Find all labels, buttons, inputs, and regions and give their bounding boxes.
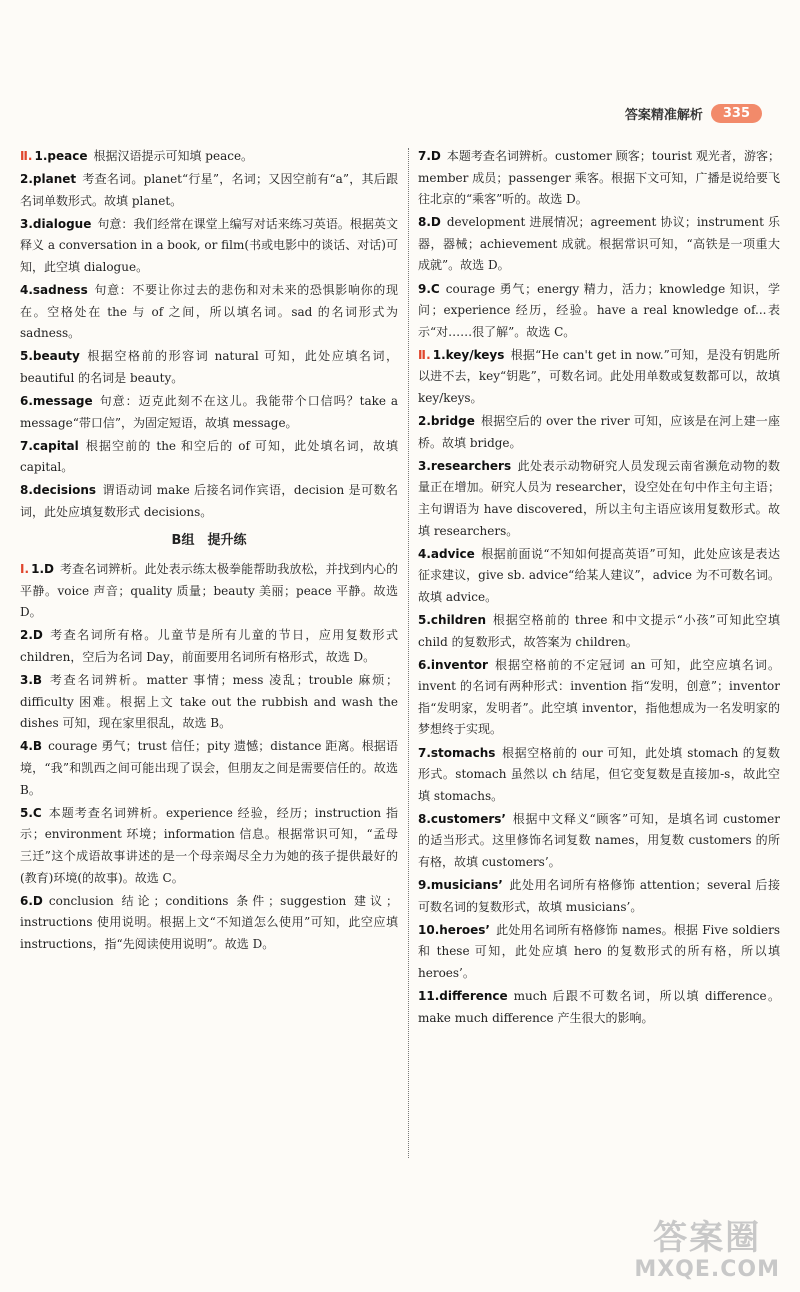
answer-number: 2.bridge	[418, 414, 475, 429]
answer-item	[20, 625, 398, 668]
answer-item	[20, 146, 398, 168]
answer-number: 4.advice	[418, 546, 475, 561]
answer-number: 3.B	[20, 673, 43, 688]
answer-number: 11.difference	[418, 989, 508, 1004]
answer-item	[418, 345, 780, 410]
watermark-text: 答案圈	[653, 1218, 762, 1258]
answer-explanation: 谓语动词 make 后接名词作宾语，decision 是可数名词，此处应填复数形式 decisions。	[20, 483, 398, 519]
answer-number: 10.heroes’	[418, 922, 490, 937]
answer-explanation: 根据空格前的 our 可知，此处填 stomach 的复数形式。stomach 虽然以 ch 结尾，但它变复数是直接加-s，故此空填 stomachs。	[418, 745, 780, 803]
answer-explanation: development 进展情况；agreement 协议；instrument 乐器，器械；achievement 成就。根据常识可知，“高铁是一项重大成就”。故选 D。	[418, 215, 780, 273]
answer-number: 4.B	[20, 739, 43, 754]
answer-explanation: 根据“He can't get in now.”可知，是没有钥匙所以进不去，key“钥匙”，可数名词。此处用单数或复数都可以，故填 key/keys。	[418, 347, 780, 406]
answer-number: 3.dialogue	[20, 216, 92, 231]
answer-item	[20, 280, 398, 345]
answer-item	[20, 803, 398, 889]
answer-explanation: 根据空格前的形容词 natural 可知，此处应填名词，beautiful 的名词是 beauty。	[20, 349, 398, 385]
answer-explanation: 此处用名词所有格修饰 names。根据 Five soldiers 和 these 可知，此处应填 hero 的复数形式的所有格，所以填 heroes’。	[418, 922, 780, 980]
answer-explanation: 考查名词。planet“行星”，名词；又因空前有“a”，其后跟名词单数形式。故填 planet。	[20, 172, 398, 208]
answer-number: 5.beauty	[20, 349, 80, 364]
section-roman-numeral: Ⅱ.	[20, 149, 33, 163]
answer-item	[418, 743, 780, 808]
answer-item	[20, 346, 398, 389]
answer-number: 7.capital	[20, 438, 79, 453]
right-answer-list	[418, 146, 780, 343]
answer-number: 5.C	[20, 805, 42, 820]
answer-number: 6.message	[20, 394, 93, 409]
page-number-badge: 335	[711, 104, 762, 123]
answer-item	[20, 480, 398, 523]
answer-number: 1.D	[31, 562, 54, 577]
answer-item	[418, 986, 780, 1029]
answer-explanation: 根据空前的 the 和空后的 of 可知，此处填名词，故填 capital。	[20, 438, 398, 475]
answer-item	[20, 169, 398, 212]
answer-number: 2.planet	[20, 172, 77, 187]
left-answer-list	[20, 146, 398, 524]
answer-item	[20, 736, 398, 801]
answer-explanation: 根据中文释义“顾客”可知，是填名词 customer 的适当形式。这里修饰名词复数 names，用复数 customers 的所有格，故填 customers’。	[418, 811, 780, 869]
section-heading-b: B组 提升练	[171, 532, 247, 548]
answer-number: 6.D	[20, 893, 43, 908]
answer-item	[418, 875, 780, 918]
section-roman-numeral: Ⅱ.	[418, 347, 431, 362]
answer-item	[20, 891, 398, 956]
answer-explanation: courage 勇气；trust 信任；pity 遗憾；distance 距离。根据语境，“我”和凯西之间可能出现了误会，但朋友之间是需要信任的。故选 B。	[20, 739, 398, 797]
answer-number: 7.D	[418, 149, 441, 163]
answer-item	[418, 655, 780, 741]
answer-number: 9.musicians’	[418, 878, 503, 893]
section-roman-numeral: Ⅰ.	[20, 562, 30, 577]
answer-number: 3.researchers	[418, 458, 512, 473]
answer-explanation: courage 勇气；energy 精力，活力；knowledge 知识，学问；experience 经历，经验。have a real knowledge of...表示“对……很了解”。故选 C。	[418, 281, 780, 339]
answer-explanation: 本题考查名词辨析。experience 经验，经历；instruction 指示；environment 环境；information 信息。根据常识可知，“孟母三迁”这个成语故事讲述的是一个母亲竭尽全力为她的孩子提供最好的(教育)环境(的故事)。故选 C。	[20, 805, 398, 885]
answer-number: 7.stomachs	[418, 745, 496, 760]
answer-explanation: 本题考查名词辨析。customer 顾客；tourist 观光者，游客；member 成员；passenger 乘客。根据下文可知，广播是说给要飞往北京的“乘客”听的。故选 D。	[418, 149, 780, 207]
right-column	[418, 146, 780, 1031]
answer-item	[20, 670, 398, 735]
answer-explanation: 根据前面说“不知如何提高英语”可知，此处应该是表达征求建议，give sb. advice“给某人建议”，advice 为不可数名词。故填 advice。	[418, 546, 780, 604]
answer-item	[418, 279, 780, 344]
answer-explanation: 考查名词所有格。儿童节是所有儿童的节日，应用复数形式 children，空后为名词 Day，前面要用名词所有格形式，故选 D。	[20, 628, 398, 665]
answer-number: 1.key/keys	[432, 347, 505, 362]
answer-item	[418, 544, 780, 609]
column-divider	[408, 148, 409, 1158]
answer-number: 8.decisions	[20, 483, 97, 498]
answer-explanation: much 后跟不可数名词，所以填 difference。make much difference 产生很大的影响。	[418, 989, 780, 1025]
answer-item	[418, 212, 780, 277]
answer-number: 8.D	[418, 215, 441, 230]
answer-explanation: 此处用名词所有格修饰 attention；several 后接可数名词的复数形式，故填 musicians’。	[418, 878, 780, 914]
answer-number: 2.D	[20, 628, 43, 643]
left-column	[20, 146, 398, 957]
right-answer-list-b	[418, 345, 780, 1029]
answer-item	[418, 920, 780, 985]
answer-number: 5.children	[418, 612, 486, 627]
answer-explanation: 考查名词辨析。matter 事情；mess 凌乱；trouble 麻烦；difficulty 困难。根据上文 take out the rubbish and wash the dishes 可知，现在家里很乱，故选 B。	[20, 673, 398, 731]
answer-explanation: 根据空后的 over the river 可知，应该是在河上建一座桥。故填 bridge。	[418, 414, 780, 450]
watermark-url: MXQE.COM	[634, 1257, 780, 1282]
answer-item	[418, 456, 780, 542]
answer-explanation: 考查名词辨析。此处表示练太极拳能帮助我放松，并找到内心的平静。voice 声音；quality 质量；beauty 美丽；peace 平静。故选 D。	[20, 562, 398, 620]
answer-explanation: conclusion 结论；conditions 条件；suggestion 建议；instructions 使用说明。根据上文“不知道怎么使用”可知，此空应填 instructions，指“先阅读使用说明”。故选 D。	[20, 893, 398, 951]
left-answer-list-b	[20, 559, 398, 955]
answer-item	[20, 214, 398, 279]
answer-explanation: 根据空格前的 three 和中文提示“小孩”可知此空填 child 的复数形式，故答案为 children。	[418, 612, 780, 649]
page-header	[625, 104, 762, 123]
answer-item	[20, 391, 398, 434]
answer-explanation: 句意：不要让你过去的悲伤和对未来的恐惧影响你的现在。空格处在 the 与 of 之间，所以填名词。sad 的名词形式为 sadness。	[20, 283, 398, 341]
answer-explanation: 根据汉语提示可知填 peace。	[93, 149, 254, 163]
answer-number: 8.customers’	[418, 811, 506, 826]
answer-number: 9.C	[418, 281, 440, 296]
answer-item	[418, 411, 780, 454]
answer-item	[20, 436, 398, 479]
answer-item	[20, 559, 398, 624]
answer-number: 1.peace	[34, 149, 88, 163]
header-title: 答案精准解析	[624, 108, 703, 123]
answer-item	[418, 146, 780, 211]
answer-explanation: 此处表示动物研究人员发现云南省濒危动物的数量正在增加。研究人员为 researcher，设空处在句中作主句主语；主句谓语为 have discovered，所以主句主语应该用复数形式。故填 researchers。	[418, 458, 780, 538]
answer-number: 4.sadness	[20, 283, 88, 298]
answer-item	[418, 809, 780, 874]
answer-item	[418, 610, 780, 653]
answer-explanation: 根据空格前的不定冠词 an 可知，此空应填名词。invent 的名词有两种形式：invention 指“发明，创意”；inventor 指“发明家，发明者”。此空填 inventor，指他想成为一名发明家的梦想终于实现。	[418, 657, 780, 737]
answer-explanation: 句意：我们经常在课堂上编写对话来练习英语。根据英文释义 a conversation in a book, or film(书或电影中的谈话、对话)可知，此空填 dialogue。	[20, 216, 398, 274]
answer-explanation: 句意：迈克此刻不在这儿。我能带个口信吗？take a message“带口信”，为固定短语，故填 message。	[20, 394, 398, 430]
watermark	[634, 1210, 780, 1282]
answer-number: 6.inventor	[418, 657, 488, 672]
